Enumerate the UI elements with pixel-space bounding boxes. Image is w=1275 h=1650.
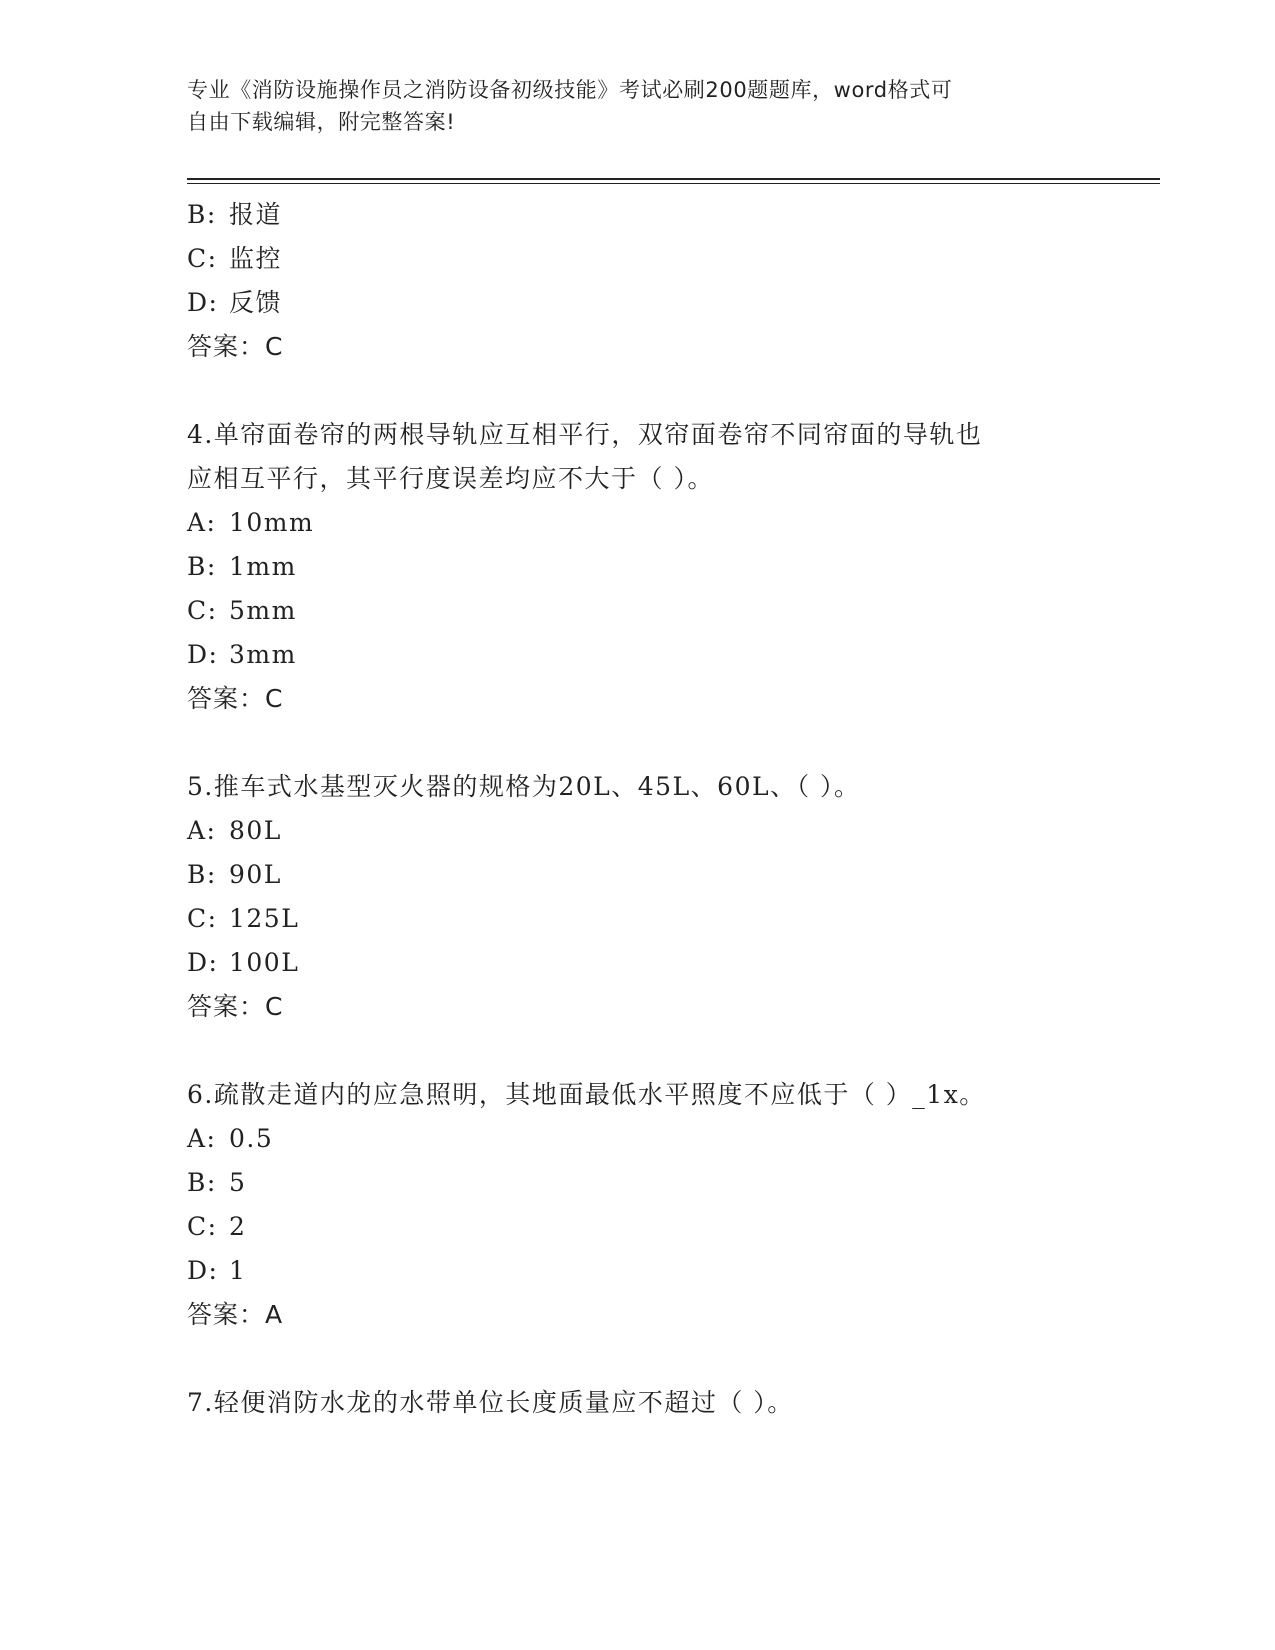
q3-option-b: B: 报道 (187, 200, 283, 229)
q6-stem: 6.疏散走道内的应急照明，其地面最低水平照度不应低于（ ）_1x。 (187, 1080, 986, 1109)
q4-stem-line-2: 应相互平行，其平行度误差均应不大于（ ）。 (187, 464, 714, 493)
q5-answer: 答案：C (187, 992, 284, 1021)
q5-option-d: D: 100L (187, 948, 300, 977)
q5-option-b: B: 90L (187, 860, 282, 889)
q5-option-a: A: 80L (187, 816, 282, 845)
q5-stem: 5.推车式水基型灭火器的规格为20L、45L、60L、（ ）。 (187, 772, 861, 801)
q6-option-a: A: 0.5 (187, 1124, 274, 1153)
q4-option-a: A: 10mm (187, 508, 315, 537)
q4-answer: 答案：C (187, 684, 284, 713)
q3-option-d: D: 反馈 (187, 288, 283, 317)
q6-option-d: D: 1 (187, 1256, 247, 1285)
header-title-line-1: 专业《消防设施操作员之消防设备初级技能》考试必刷200题题库，word格式可 (187, 78, 953, 102)
q4-option-b: B: 1mm (187, 552, 297, 581)
header-rule-thick (187, 178, 1160, 180)
q3-answer: 答案：C (187, 332, 284, 361)
q4-stem-line-1: 4.单帘面卷帘的两根导轨应互相平行，双帘面卷帘不同帘面的导轨也 (187, 420, 983, 449)
q4-option-d: D: 3mm (187, 640, 297, 669)
q6-answer: 答案：A (187, 1300, 284, 1329)
q4-option-c: C: 5mm (187, 596, 297, 625)
document-header (187, 74, 1087, 138)
q6-option-b: B: 5 (187, 1168, 247, 1197)
q6-option-c: C: 2 (187, 1212, 247, 1241)
q5-option-c: C: 125L (187, 904, 300, 933)
header-rule-thin (187, 183, 1160, 184)
q3-option-c: C: 监控 (187, 244, 283, 273)
q7-stem: 7.轻便消防水龙的水带单位长度质量应不超过（ ）。 (187, 1388, 794, 1417)
header-title-line-2: 自由下载编辑，附完整答案! (187, 110, 456, 134)
